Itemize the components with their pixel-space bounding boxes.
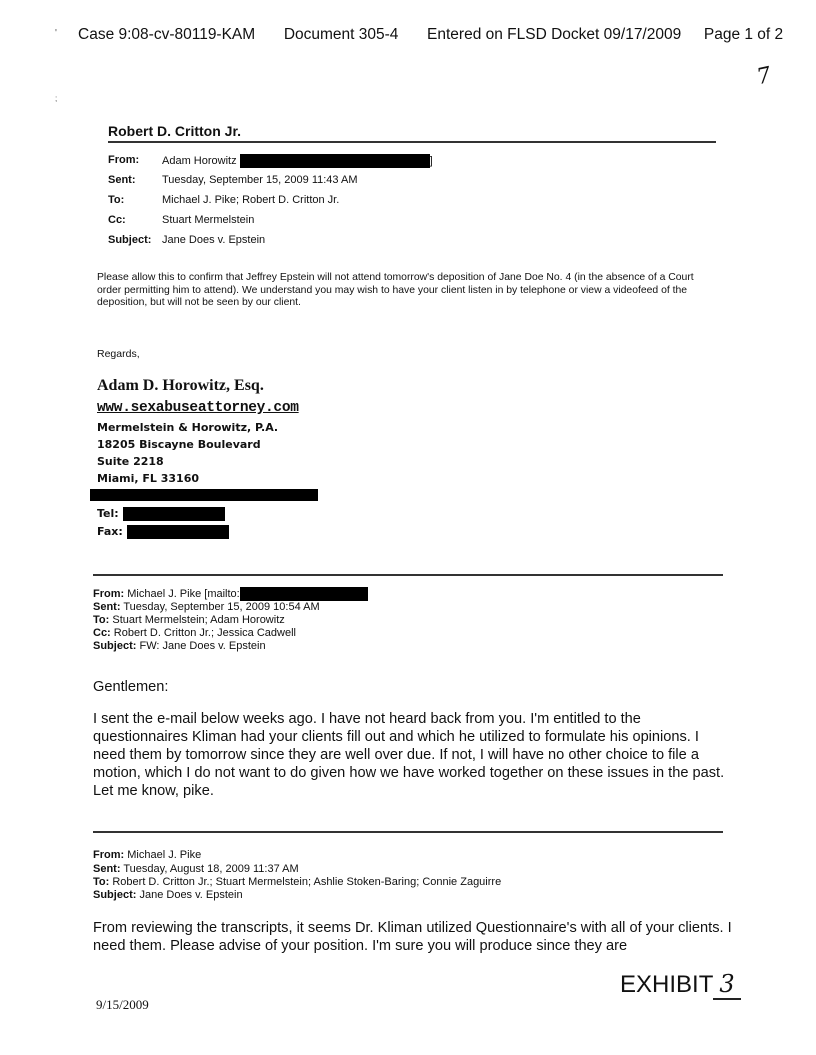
sent-value: Tuesday, September 15, 2009 10:54 AM — [123, 601, 320, 613]
fax-label: Fax: — [97, 525, 123, 538]
email-body: From reviewing the transcripts, it seems Dr. Kliman utilized Questionnaire's with all of your clients. I need them. Please advise of your position. I'm sure you will produce since they are — [93, 920, 732, 954]
sent-value: Tuesday, September 15, 2009 11:43 AM — [162, 174, 358, 186]
divider — [93, 574, 723, 576]
from-value: Adam Horowitz — [162, 154, 237, 167]
margin-tick: ; — [55, 94, 58, 103]
redaction-bar — [240, 587, 368, 601]
sent-label: Sent: — [93, 601, 121, 613]
case-number: Case 9:08-cv-80119-KAM — [78, 26, 256, 43]
email-body: Please allow this to confirm that Jeffrey Epstein will not attend tomorrow's deposition of Jane Doe No. 4 (in the absence of a Court order permitting him to attend). We understand you may wish to have your client listen in by telephone or view a videofeed of the deposition, but will not be seen by our client. — [97, 272, 694, 308]
email-body: I sent the e-mail below weeks ago. I have not heard back from you. I'm entitled to the questionnaires Kliman had your clients fill out and which he utilized to formulate his opinions. I need them by tomorrow since they are well over due. If not, I will have no other choice to file a motion, which I do not want to do given how we have worked together on these issues in the past. Let me know, pike. — [93, 711, 725, 799]
subject-row — [108, 232, 439, 252]
redaction-bar — [90, 489, 318, 501]
field-label: To: — [108, 194, 125, 206]
email-greeting: Gentlemen: — [93, 679, 169, 695]
email-to — [93, 614, 285, 627]
cc-value: Stuart Mermelstein — [162, 214, 255, 226]
sent-value: Tuesday, August 18, 2009 11:37 AM — [123, 863, 299, 875]
from-label: From: — [93, 587, 125, 600]
field-label: From: — [108, 154, 140, 166]
email-to — [93, 876, 501, 889]
subject-value: FW: Jane Does v. Epstein — [139, 640, 266, 652]
docket-entry: Entered on FLSD Docket 09/17/2009 — [427, 26, 682, 43]
margin-tick: ' — [55, 28, 57, 39]
signature-name: Adam D. Horowitz, Esq. — [97, 377, 264, 394]
subject-label: Subject: — [93, 640, 137, 652]
email-sent — [93, 601, 320, 614]
mailbox-owner: Robert D. Critton Jr. — [108, 123, 242, 139]
sent-label: Sent: — [93, 863, 121, 875]
field-label: Cc: — [108, 214, 126, 226]
handwritten-mark: 7 — [754, 62, 774, 91]
email-header-table — [108, 152, 439, 252]
to-value: Robert D. Critton Jr.; Stuart Mermelstein; Ashlie Stoken-Baring; Connie Zaguirre — [112, 876, 502, 888]
exhibit-number: 3 — [713, 970, 740, 1000]
redaction-bar — [240, 154, 430, 168]
document-number: Document 305-4 — [283, 26, 399, 43]
email-from — [93, 849, 201, 862]
signature-firm: Mermelstein & Horowitz, P.A. — [97, 421, 279, 434]
redaction-bar — [127, 525, 229, 539]
redaction-bar — [123, 507, 225, 521]
to-label: To: — [93, 876, 110, 888]
subject-label: Subject: — [93, 889, 137, 901]
from-row — [108, 152, 439, 172]
email-subject — [93, 889, 243, 902]
divider — [108, 141, 716, 143]
field-label: Subject: — [108, 234, 152, 246]
cc-value: Robert D. Critton Jr.; Jessica Cadwell — [113, 627, 296, 639]
signature-url-link[interactable]: www.sexabuseattorney.com — [97, 400, 299, 416]
cc-label: Cc: — [93, 627, 111, 639]
sent-row — [108, 172, 439, 192]
from-value: Michael J. Pike [mailto: — [127, 587, 240, 600]
signature-city: Miami, FL 33160 — [97, 472, 200, 485]
sign-off: Regards, — [97, 348, 140, 360]
field-label: Sent: — [108, 174, 136, 186]
email-subject — [93, 640, 266, 653]
page-number: Page 1 of 2 — [703, 26, 784, 43]
to-value: Michael J. Pike; Robert D. Critton Jr. — [162, 194, 340, 206]
divider — [93, 831, 723, 833]
to-value: Stuart Mermelstein; Adam Horowitz — [112, 614, 285, 626]
from-value: Michael J. Pike — [127, 849, 202, 861]
footer-date: 9/15/2009 — [96, 997, 149, 1012]
signature-street: 18205 Biscayne Boulevard — [97, 438, 261, 451]
email-cc — [93, 627, 296, 640]
subject-value: Jane Does v. Epstein — [139, 889, 243, 901]
tel-label: Tel: — [97, 507, 119, 520]
email-sent — [93, 863, 299, 876]
email-from — [93, 587, 368, 601]
to-row — [108, 192, 439, 212]
exhibit-stamp — [620, 970, 741, 1000]
redaction-tail: ] — [429, 154, 433, 167]
cc-row — [108, 212, 439, 232]
to-label: To: — [93, 614, 110, 626]
docket-header — [78, 26, 783, 44]
exhibit-label: EXHIBIT — [620, 971, 714, 998]
subject-value: Jane Does v. Epstein — [162, 234, 266, 246]
signature-suite: Suite 2218 — [97, 455, 164, 468]
from-label: From: — [93, 849, 125, 861]
